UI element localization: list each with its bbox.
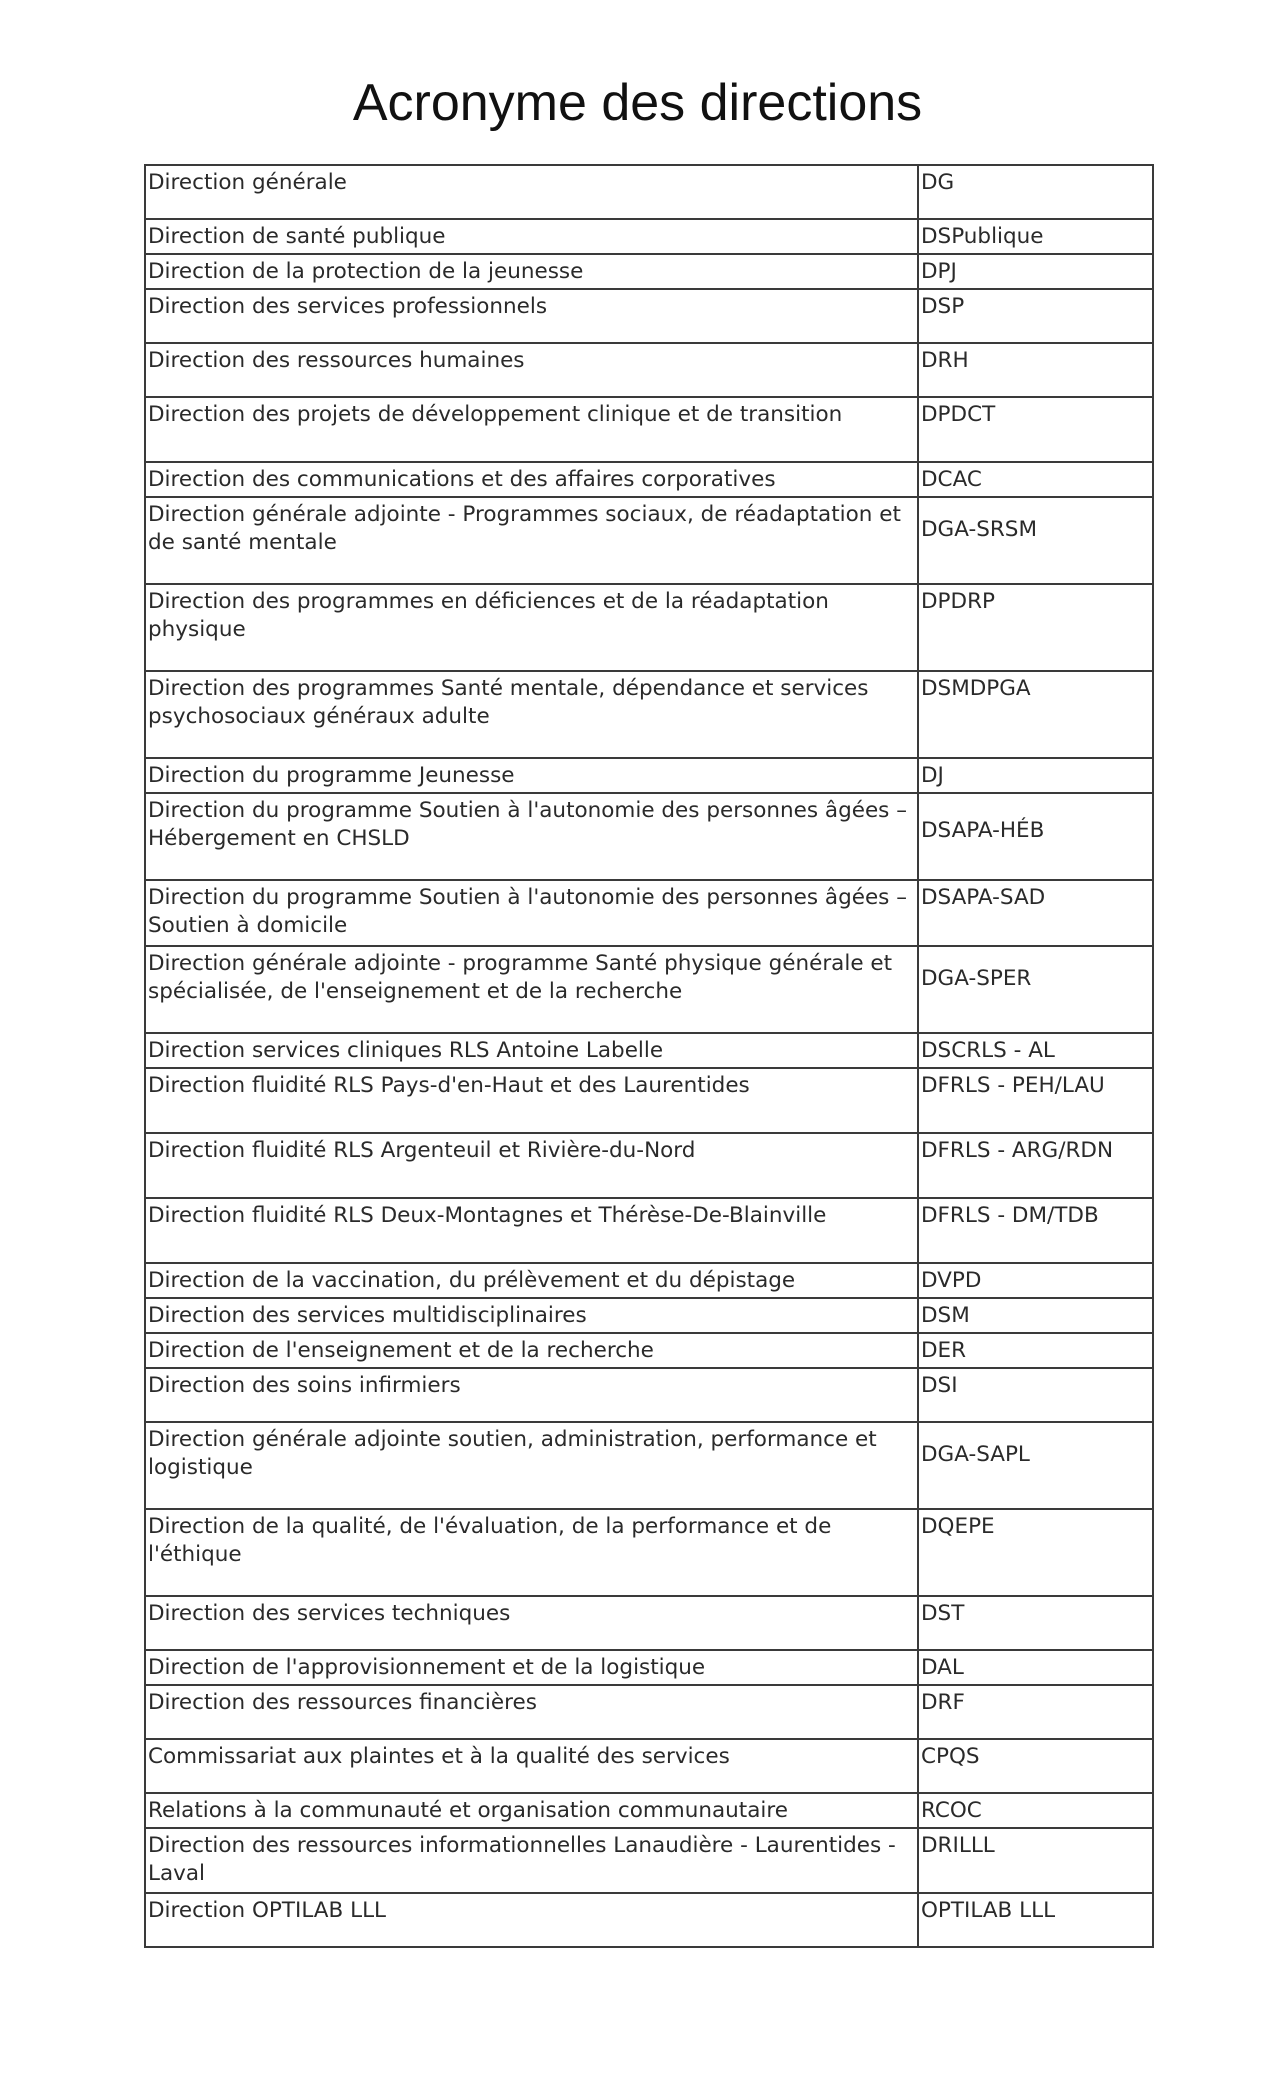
direction-name-cell: Direction des ressources informationnelles Lanaudière - Laurentides - Laval	[145, 1828, 918, 1893]
table-row	[145, 497, 1153, 584]
direction-name-cell: Direction des soins infirmiers	[145, 1368, 918, 1422]
table-row	[145, 1263, 1153, 1298]
table-row	[145, 1333, 1153, 1368]
acronym-cell: DPDCT	[918, 397, 1153, 462]
acronym-cell: DSI	[918, 1368, 1153, 1422]
direction-name-cell: Direction de la qualité, de l'évaluation, de la performance et de l'éthique	[145, 1509, 918, 1596]
acronym-cell: DG	[918, 165, 1153, 219]
table-row	[145, 165, 1153, 219]
direction-name-cell: Direction du programme Soutien à l'autonomie des personnes âgées – Hébergement en CHSLD	[145, 793, 918, 880]
direction-name-cell: Direction de l'enseignement et de la recherche	[145, 1333, 918, 1368]
table-row	[145, 1596, 1153, 1650]
table-row	[145, 758, 1153, 793]
table-row	[145, 946, 1153, 1033]
table-row	[145, 671, 1153, 758]
table-row	[145, 1793, 1153, 1828]
direction-name-cell: Direction du programme Jeunesse	[145, 758, 918, 793]
table-row	[145, 1509, 1153, 1596]
acronym-cell: RCOC	[918, 1793, 1153, 1828]
acronym-cell: DER	[918, 1333, 1153, 1368]
table-row	[145, 1893, 1153, 1947]
acronym-cell: DQEPE	[918, 1509, 1153, 1596]
acronym-cell: DGA-SRSM	[918, 497, 1153, 584]
direction-name-cell: Direction fluidité RLS Pays-d'en-Haut et des Laurentides	[145, 1068, 918, 1133]
table-row	[145, 1828, 1153, 1893]
table-row	[145, 1133, 1153, 1198]
direction-name-cell: Direction fluidité RLS Deux-Montagnes et Thérèse-De-Blainville	[145, 1198, 918, 1263]
direction-name-cell: Commissariat aux plaintes et à la qualité des services	[145, 1739, 918, 1793]
acronym-cell: DCAC	[918, 462, 1153, 497]
direction-name-cell: Direction des services professionnels	[145, 289, 918, 343]
acronym-cell: DGA-SAPL	[918, 1422, 1153, 1509]
acronym-cell: DFRLS - ARG/RDN	[918, 1133, 1153, 1198]
direction-name-cell: Direction des programmes Santé mentale, dépendance et services psychosociaux généraux adulte	[145, 671, 918, 758]
direction-name-cell: Direction des ressources humaines	[145, 343, 918, 397]
direction-name-cell: Direction générale adjointe soutien, administration, performance et logistique	[145, 1422, 918, 1509]
table-row	[145, 880, 1153, 946]
acronym-cell: DFRLS - PEH/LAU	[918, 1068, 1153, 1133]
acronym-cell: DRF	[918, 1685, 1153, 1739]
acronym-cell: DRH	[918, 343, 1153, 397]
acronym-cell: DPDRP	[918, 584, 1153, 671]
direction-name-cell: Direction générale adjointe - programme Santé physique générale et spécialisée, de l'enseignement et de la recherche	[145, 946, 918, 1033]
direction-name-cell: Direction des services techniques	[145, 1596, 918, 1650]
table-row	[145, 1685, 1153, 1739]
acronym-cell: DVPD	[918, 1263, 1153, 1298]
acronym-cell: DST	[918, 1596, 1153, 1650]
acronym-cell: DSAPA-HÉB	[918, 793, 1153, 880]
acronym-cell: DAL	[918, 1650, 1153, 1685]
acronym-cell: DRILLL	[918, 1828, 1153, 1893]
acronym-table	[144, 164, 1154, 1948]
direction-name-cell: Direction des programmes en déficiences et de la réadaptation physique	[145, 584, 918, 671]
table-row	[145, 462, 1153, 497]
acronym-cell: DGA-SPER	[918, 946, 1153, 1033]
acronym-cell: DSAPA-SAD	[918, 880, 1153, 946]
table-row	[145, 1422, 1153, 1509]
table-row	[145, 1068, 1153, 1133]
direction-name-cell: Direction du programme Soutien à l'autonomie des personnes âgées – Soutien à domicile	[145, 880, 918, 946]
acronym-cell: DSP	[918, 289, 1153, 343]
direction-name-cell: Direction de la protection de la jeunesse	[145, 254, 918, 289]
table-row	[145, 289, 1153, 343]
direction-name-cell: Direction de la vaccination, du prélèvement et du dépistage	[145, 1263, 918, 1298]
acronym-cell: DSMDPGA	[918, 671, 1153, 758]
acronym-cell: DSCRLS - AL	[918, 1033, 1153, 1068]
table-row	[145, 1198, 1153, 1263]
acronym-cell: DSPublique	[918, 219, 1153, 254]
direction-name-cell: Direction des ressources financières	[145, 1685, 918, 1739]
acronym-cell: DFRLS - DM/TDB	[918, 1198, 1153, 1263]
direction-name-cell: Direction fluidité RLS Argenteuil et Rivière-du-Nord	[145, 1133, 918, 1198]
table-row	[145, 219, 1153, 254]
table-row	[145, 1368, 1153, 1422]
acronym-cell: DSM	[918, 1298, 1153, 1333]
acronym-cell: DJ	[918, 758, 1153, 793]
acronym-cell: CPQS	[918, 1739, 1153, 1793]
table-row	[145, 1033, 1153, 1068]
table-row	[145, 1739, 1153, 1793]
table-row	[145, 254, 1153, 289]
direction-name-cell: Direction générale adjointe - Programmes sociaux, de réadaptation et de santé mentale	[145, 497, 918, 584]
acronym-cell: DPJ	[918, 254, 1153, 289]
direction-name-cell: Direction des projets de développement clinique et de transition	[145, 397, 918, 462]
direction-name-cell: Direction de l'approvisionnement et de la logistique	[145, 1650, 918, 1685]
direction-name-cell: Direction des communications et des affaires corporatives	[145, 462, 918, 497]
table-row	[145, 1650, 1153, 1685]
table-row	[145, 343, 1153, 397]
table-row	[145, 584, 1153, 671]
direction-name-cell: Direction générale	[145, 165, 918, 219]
table-row	[145, 793, 1153, 880]
direction-name-cell: Direction des services multidisciplinaires	[145, 1298, 918, 1333]
table-row	[145, 397, 1153, 462]
direction-name-cell: Direction services cliniques RLS Antoine Labelle	[145, 1033, 918, 1068]
direction-name-cell: Direction de santé publique	[145, 219, 918, 254]
acronym-cell: OPTILAB LLL	[918, 1893, 1153, 1947]
direction-name-cell: Relations à la communauté et organisation communautaire	[145, 1793, 918, 1828]
page-title: Acronyme des directions	[352, 74, 923, 132]
table-row	[145, 1298, 1153, 1333]
direction-name-cell: Direction OPTILAB LLL	[145, 1893, 918, 1947]
